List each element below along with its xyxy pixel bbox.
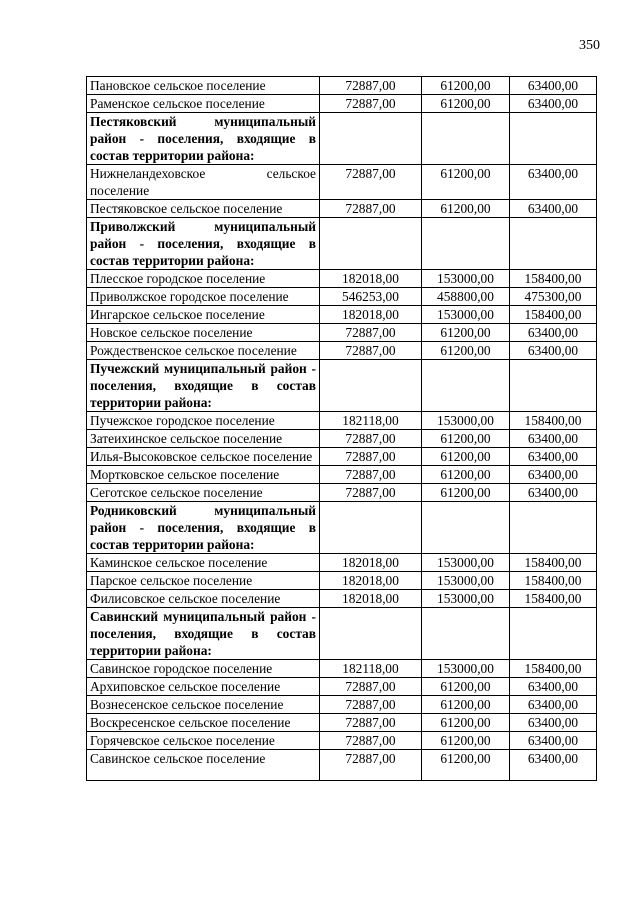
amount-col-2: 153000,00 xyxy=(422,660,510,678)
settlement-name: Плесское городское поселение xyxy=(87,270,320,288)
amount-col-2: 61200,00 xyxy=(422,324,510,342)
amount-col-2: 61200,00 xyxy=(422,678,510,696)
amount-col-3 xyxy=(510,608,597,660)
district-group-row xyxy=(87,113,597,165)
settlement-row xyxy=(87,412,597,430)
settlement-row xyxy=(87,732,597,750)
settlement-name: Горячевское сельское поселение xyxy=(87,732,320,750)
district-group-row xyxy=(87,218,597,270)
amount-col-3: 158400,00 xyxy=(510,306,597,324)
amount-col-3: 158400,00 xyxy=(510,270,597,288)
amount-col-2: 61200,00 xyxy=(422,484,510,502)
settlement-name: Сеготское сельское поселение xyxy=(87,484,320,502)
amount-col-2: 458800,00 xyxy=(422,288,510,306)
settlement-row xyxy=(87,750,597,781)
amount-col-1: 72887,00 xyxy=(320,200,422,218)
settlement-name: Савинское сельское поселение xyxy=(87,750,320,781)
settlement-row xyxy=(87,678,597,696)
settlement-name: Каминское сельское поселение xyxy=(87,554,320,572)
amount-col-2: 61200,00 xyxy=(422,430,510,448)
settlement-row xyxy=(87,430,597,448)
amount-col-1 xyxy=(320,113,422,165)
settlement-name: Новское сельское поселение xyxy=(87,324,320,342)
district-name: Родниковский муниципальный район - поселения, входящие в состав территории района: xyxy=(87,502,320,554)
amount-col-3: 63400,00 xyxy=(510,324,597,342)
settlement-row xyxy=(87,95,597,113)
amount-col-1: 72887,00 xyxy=(320,732,422,750)
amount-col-1: 72887,00 xyxy=(320,430,422,448)
amount-col-3 xyxy=(510,218,597,270)
table-body xyxy=(87,77,597,781)
amount-col-1: 72887,00 xyxy=(320,678,422,696)
amount-col-3: 63400,00 xyxy=(510,466,597,484)
amount-col-1: 72887,00 xyxy=(320,448,422,466)
amount-col-2 xyxy=(422,218,510,270)
settlement-row xyxy=(87,696,597,714)
settlement-name: Парское сельское поселение xyxy=(87,572,320,590)
settlement-row xyxy=(87,165,597,200)
amount-col-1: 72887,00 xyxy=(320,95,422,113)
amount-col-1: 72887,00 xyxy=(320,165,422,200)
amount-col-1 xyxy=(320,502,422,554)
amount-col-2: 153000,00 xyxy=(422,554,510,572)
settlement-name: Пучежское городское поселение xyxy=(87,412,320,430)
amount-col-3 xyxy=(510,502,597,554)
settlement-row xyxy=(87,77,597,95)
amount-col-2: 61200,00 xyxy=(422,342,510,360)
amount-col-2: 61200,00 xyxy=(422,200,510,218)
amount-col-2: 153000,00 xyxy=(422,306,510,324)
settlement-row xyxy=(87,554,597,572)
amount-col-3: 63400,00 xyxy=(510,200,597,218)
amount-col-2 xyxy=(422,502,510,554)
district-name: Пучежский муниципальный район - поселения, входящие в состав территории района: xyxy=(87,360,320,412)
settlement-name: Мортковское сельское поселение xyxy=(87,466,320,484)
amount-col-2: 61200,00 xyxy=(422,696,510,714)
amount-col-2: 61200,00 xyxy=(422,732,510,750)
amount-col-2: 153000,00 xyxy=(422,590,510,608)
amount-col-1: 72887,00 xyxy=(320,696,422,714)
settlement-row xyxy=(87,466,597,484)
amount-col-1 xyxy=(320,218,422,270)
settlement-row xyxy=(87,448,597,466)
amount-col-1: 72887,00 xyxy=(320,714,422,732)
settlement-row xyxy=(87,306,597,324)
settlement-name: Раменское сельское поселение xyxy=(87,95,320,113)
settlement-name: Вознесенское сельское поселение xyxy=(87,696,320,714)
amount-col-1: 182018,00 xyxy=(320,306,422,324)
settlement-name: Пановское сельское поселение xyxy=(87,77,320,95)
amount-col-3: 475300,00 xyxy=(510,288,597,306)
allocation-table xyxy=(86,76,597,781)
amount-col-2: 61200,00 xyxy=(422,95,510,113)
settlement-row xyxy=(87,590,597,608)
amount-col-3: 158400,00 xyxy=(510,572,597,590)
amount-col-3: 158400,00 xyxy=(510,554,597,572)
amount-col-3: 63400,00 xyxy=(510,95,597,113)
amount-col-3: 63400,00 xyxy=(510,430,597,448)
amount-col-3 xyxy=(510,360,597,412)
amount-col-3: 158400,00 xyxy=(510,412,597,430)
amount-col-3: 63400,00 xyxy=(510,77,597,95)
settlement-name: Рождественское сельское поселение xyxy=(87,342,320,360)
amount-col-3: 63400,00 xyxy=(510,678,597,696)
amount-col-3: 63400,00 xyxy=(510,484,597,502)
amount-col-2 xyxy=(422,608,510,660)
amount-col-2: 61200,00 xyxy=(422,448,510,466)
amount-col-1: 182018,00 xyxy=(320,270,422,288)
amount-col-1: 182018,00 xyxy=(320,554,422,572)
amount-col-1: 72887,00 xyxy=(320,750,422,781)
amount-col-1: 182118,00 xyxy=(320,412,422,430)
settlement-name: Ингарское сельское поселение xyxy=(87,306,320,324)
amount-col-1: 182018,00 xyxy=(320,590,422,608)
amount-col-2: 61200,00 xyxy=(422,165,510,200)
district-name: Пестяковский муниципальный район - поселения, входящие в состав территории района: xyxy=(87,113,320,165)
amount-col-3: 63400,00 xyxy=(510,750,597,781)
settlement-name: Илья-Высоковское сельское поселение xyxy=(87,448,320,466)
amount-col-3: 63400,00 xyxy=(510,448,597,466)
settlement-name: Приволжское городское поселение xyxy=(87,288,320,306)
settlement-row xyxy=(87,660,597,678)
amount-col-3: 63400,00 xyxy=(510,342,597,360)
settlement-row xyxy=(87,714,597,732)
amount-col-1 xyxy=(320,608,422,660)
settlement-name: Затеихинское сельское поселение xyxy=(87,430,320,448)
amount-col-3: 63400,00 xyxy=(510,696,597,714)
amount-col-3: 63400,00 xyxy=(510,714,597,732)
amount-col-3: 63400,00 xyxy=(510,165,597,200)
amount-col-3: 158400,00 xyxy=(510,660,597,678)
amount-col-1: 182118,00 xyxy=(320,660,422,678)
page-number: 350 xyxy=(579,38,600,53)
settlement-row xyxy=(87,484,597,502)
settlement-row xyxy=(87,270,597,288)
amount-col-2: 61200,00 xyxy=(422,750,510,781)
settlement-row xyxy=(87,572,597,590)
settlement-name: Архиповское сельское поселение xyxy=(87,678,320,696)
amount-col-1: 72887,00 xyxy=(320,77,422,95)
amount-col-2: 153000,00 xyxy=(422,572,510,590)
amount-col-1: 72887,00 xyxy=(320,484,422,502)
settlement-name: Филисовское сельское поселение xyxy=(87,590,320,608)
amount-col-2 xyxy=(422,113,510,165)
district-name: Савинский муниципальный район - поселения, входящие в состав территории района: xyxy=(87,608,320,660)
amount-col-1: 546253,00 xyxy=(320,288,422,306)
amount-col-2: 153000,00 xyxy=(422,412,510,430)
district-group-row xyxy=(87,360,597,412)
settlement-row xyxy=(87,342,597,360)
amount-col-2 xyxy=(422,360,510,412)
amount-col-2: 61200,00 xyxy=(422,466,510,484)
amount-col-1: 182018,00 xyxy=(320,572,422,590)
district-group-row xyxy=(87,608,597,660)
amount-col-1 xyxy=(320,360,422,412)
amount-col-3 xyxy=(510,113,597,165)
amount-col-2: 61200,00 xyxy=(422,714,510,732)
amount-col-3: 63400,00 xyxy=(510,732,597,750)
amount-col-1: 72887,00 xyxy=(320,466,422,484)
settlement-row xyxy=(87,200,597,218)
amount-col-3: 158400,00 xyxy=(510,590,597,608)
settlement-name: Пестяковское сельское поселение xyxy=(87,200,320,218)
settlement-name: Нижнеландеховское сельское поселение xyxy=(87,165,320,200)
amount-col-1: 72887,00 xyxy=(320,342,422,360)
district-group-row xyxy=(87,502,597,554)
settlement-row xyxy=(87,324,597,342)
district-name: Приволжский муниципальный район - поселения, входящие в состав территории района: xyxy=(87,218,320,270)
settlement-name: Воскресенское сельское поселение xyxy=(87,714,320,732)
settlement-name: Савинское городское поселение xyxy=(87,660,320,678)
settlement-row xyxy=(87,288,597,306)
amount-col-2: 61200,00 xyxy=(422,77,510,95)
amount-col-2: 153000,00 xyxy=(422,270,510,288)
amount-col-1: 72887,00 xyxy=(320,324,422,342)
